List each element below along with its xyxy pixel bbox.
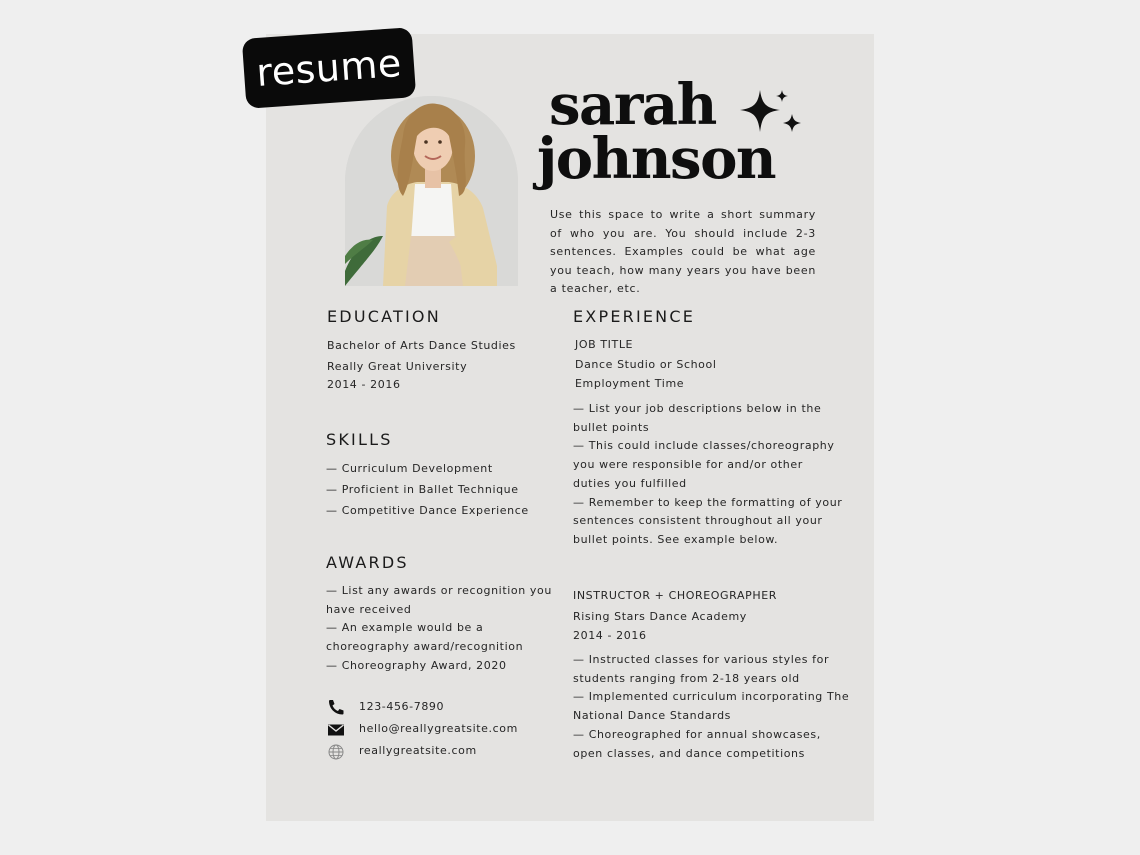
skill-item: — Curriculum Development [326,462,493,475]
job2-line: students ranging from 2-18 years old [573,671,800,685]
education-years: 2014 - 2016 [327,378,401,391]
education-degree: Bachelor of Arts Dance Studies [327,339,516,352]
resume-tag-label: resume [254,40,404,96]
resume-tag [242,27,416,109]
job2-line: — Choreographed for annual showcases, [573,727,821,741]
last-name: johnson [537,126,776,192]
job2-line: open classes, and dance competitions [573,746,805,760]
awards-line: — List any awards or recognition you [326,584,552,597]
skill-item: — Competitive Dance Experience [326,504,529,517]
phone-icon [327,699,345,715]
awards-heading: AWARDS [326,553,409,572]
awards-line: choreography award/recognition [326,640,524,654]
job1-time: Employment Time [575,377,685,390]
job1-line: you were responsible for and/or other [573,458,803,472]
job2-time: 2014 - 2016 [573,629,647,642]
job1-line: duties you fulfilled [573,476,687,490]
awards-line: have received [326,602,412,616]
education-school: Really Great University [327,360,468,373]
profile-photo [345,96,518,286]
summary-text: Use this space to write a short summary of who you are. You should include 2-3 sentences. Examples could be what age you teach, how many years you have been a teacher, etc. [550,208,816,296]
job1-line: — List your job descriptions below in the [573,402,822,415]
profile-photo-illustration [345,96,518,286]
skill-item: — Proficient in Ballet Technique [326,483,519,496]
job1-title: JOB TITLE [575,338,634,351]
skills-list [326,458,529,521]
job2-line: — Instructed classes for various styles for [573,653,830,666]
sparkles-icon [738,88,804,140]
awards-text [326,582,552,676]
job1-line: sentences consistent throughout all your [573,514,823,528]
job2-line: National Dance Standards [573,709,732,723]
experience-heading: EXPERIENCE [573,307,696,326]
awards-line: — An example would be a [326,621,484,635]
job1-line: bullet points [573,420,650,434]
job1-line: — This could include classes/choreography [573,439,835,453]
job1-place: Dance Studio or School [575,358,717,371]
skills-heading: SKILLS [326,430,393,449]
job1-line: — Remember to keep the formatting of your [573,495,843,509]
email-icon [327,722,345,738]
job1-description [573,400,842,550]
phone-number: 123-456-7890 [359,700,445,713]
job2-description [573,651,849,763]
awards-line: — Choreography Award, 2020 [326,658,507,672]
job1-line: bullet points. See example below. [573,532,779,546]
job2-title: INSTRUCTOR + CHOREOGRAPHER [573,589,777,602]
education-heading: EDUCATION [327,307,441,326]
website-url: reallygreatsite.com [359,744,477,757]
email-address: hello@reallygreatsite.com [359,722,518,735]
globe-icon [327,744,345,760]
job2-place: Rising Stars Dance Academy [573,610,747,623]
first-name: sarah [549,72,716,138]
job2-line: — Implemented curriculum incorporating The [573,690,850,704]
